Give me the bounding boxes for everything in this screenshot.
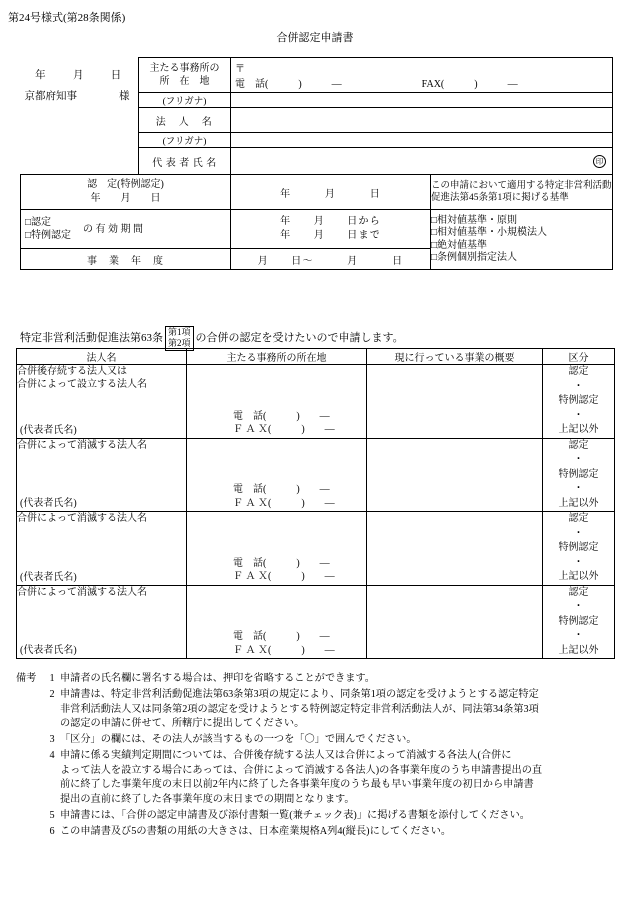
kubun-separator-2: ・ bbox=[573, 556, 584, 568]
furigana-field-1[interactable] bbox=[231, 93, 613, 108]
fax-line: Ｆ Ａ Ｘ( ) ― bbox=[233, 571, 335, 582]
note-number: 3 bbox=[49, 734, 55, 746]
note-item bbox=[16, 672, 616, 687]
criteria-option-3[interactable]: □絶対値基準 bbox=[431, 239, 488, 251]
tel-fax-block bbox=[233, 557, 335, 584]
note-line: の認定の申請に併せて、所轄庁に提出してください。 bbox=[60, 718, 305, 730]
note-line: 申請に係る実績判定期間については、合併後存続する法人又は合併によって消滅する各法人(合併に bbox=[60, 749, 512, 761]
application-statement bbox=[20, 326, 404, 351]
note-number: 1 bbox=[49, 673, 55, 684]
note-number: 5 bbox=[49, 810, 55, 822]
rep-name-label: (代表者氏名) bbox=[20, 571, 77, 583]
business-summary-cell[interactable] bbox=[367, 365, 543, 439]
applicant-info-table bbox=[20, 57, 613, 270]
tel-line: 電 話( ) ― bbox=[233, 557, 330, 569]
validity-period-field[interactable] bbox=[231, 210, 431, 249]
note-text: この申請書及び5の書類の用紙の大きさは、日本産業規格A列4(縦長)にしてください。 bbox=[60, 825, 452, 837]
office-address-cell[interactable] bbox=[187, 512, 367, 586]
kubun-separator-1: ・ bbox=[573, 527, 584, 539]
tel-fax-block bbox=[233, 483, 335, 510]
office-address-field[interactable] bbox=[231, 58, 613, 93]
corp-name-line1: 合併後存続する法人又は bbox=[17, 366, 127, 377]
note-number: 2 bbox=[49, 688, 55, 700]
validity-from: 年 月 日から bbox=[280, 215, 381, 227]
kubun-option-other[interactable]: 上記以外 bbox=[558, 644, 599, 656]
kubun-separator-1: ・ bbox=[573, 601, 584, 612]
rep-name-label: 代 表 者 氏 名 bbox=[139, 148, 231, 175]
note-item bbox=[16, 688, 616, 732]
office-address-label-line1: 主たる事務所の bbox=[149, 62, 220, 74]
tel-line: 電 話( ) ― bbox=[233, 410, 330, 422]
table-row bbox=[17, 438, 615, 512]
fax-line: Ｆ Ａ Ｘ( ) ― bbox=[233, 644, 335, 656]
note-line: 申請書は、特定非営利活動促進法第63条第3項の規定により、同条第1項の認定を受けようとする認定特定 bbox=[60, 688, 539, 700]
notes-label-spacer bbox=[16, 749, 44, 808]
corp-name-cell[interactable] bbox=[17, 438, 187, 512]
kubun-option-nintei[interactable]: 認定 bbox=[568, 513, 589, 524]
corp-name-line1: 合併によって消滅する法人名 bbox=[17, 513, 147, 524]
note-line: 提出の直前に終了した各事業年度の末日までの期間となります。 bbox=[60, 794, 355, 806]
kubun-option-tokurei[interactable]: 特例認定 bbox=[558, 395, 599, 406]
rep-name-label: (代表者氏名) bbox=[20, 498, 77, 509]
corp-name-cell[interactable] bbox=[17, 585, 187, 659]
furigana-label-1: (フリガナ) bbox=[139, 93, 231, 108]
table-row bbox=[17, 365, 615, 439]
blank-left-1 bbox=[21, 108, 139, 148]
table-row bbox=[17, 585, 615, 659]
note-number: 6 bbox=[49, 825, 55, 837]
tel-line: 電 話( ) ― bbox=[233, 631, 330, 642]
notes-section bbox=[16, 672, 616, 841]
business-summary-cell[interactable] bbox=[367, 438, 543, 512]
kubun-option-other[interactable]: 上記以外 bbox=[558, 571, 599, 582]
header-business-summary: 現に行っている事業の概要 bbox=[367, 349, 543, 365]
certification-date-label bbox=[21, 175, 231, 210]
kubun-option-tokurei[interactable]: 特例認定 bbox=[558, 468, 599, 480]
validity-period-text: の 有 効 期 間 bbox=[83, 223, 143, 235]
kubun-option-nintei[interactable]: 認定 bbox=[568, 439, 589, 451]
corp-name-cell[interactable] bbox=[17, 512, 187, 586]
kubun-option-tokurei[interactable]: 特例認定 bbox=[558, 542, 599, 553]
kubun-option-other[interactable]: 上記以外 bbox=[558, 424, 599, 435]
office-address-cell[interactable] bbox=[187, 585, 367, 659]
clause-option-1: 第1項 bbox=[168, 327, 191, 337]
corp-name-label: 法 人 名 bbox=[139, 108, 231, 133]
criteria-option-2[interactable]: □相対値基準・小規模法人 bbox=[431, 227, 548, 238]
header-office-address: 主たる事務所の所在地 bbox=[187, 349, 367, 365]
note-line: よって法人を設立する場合にあっては、合併によって消滅する各法人)の各事業年度のうち申請書提出の直 bbox=[60, 764, 543, 776]
note-number: 4 bbox=[49, 749, 55, 761]
notes-label: 備考 bbox=[16, 673, 37, 684]
header-corp-name: 法人名 bbox=[17, 349, 187, 365]
rep-name-label: (代表者氏名) bbox=[20, 645, 77, 656]
certification-date-field[interactable]: 年 月 日 bbox=[231, 175, 431, 210]
notes-label-spacer bbox=[16, 825, 44, 840]
rep-name-field[interactable] bbox=[231, 148, 613, 175]
date-line: 年 月 日 bbox=[35, 69, 124, 81]
kubun-separator-2: ・ bbox=[573, 483, 584, 494]
form-number: 第24号様式(第28条関係) bbox=[8, 12, 126, 24]
fax-line: Ｆ Ａ Ｘ( ) ― bbox=[233, 497, 335, 509]
kubun-cell[interactable] bbox=[543, 438, 615, 512]
table-row bbox=[17, 512, 615, 586]
kubun-option-nintei[interactable]: 認定 bbox=[568, 366, 589, 377]
fax-line: Ｆ Ａ Ｘ( ) ― bbox=[233, 424, 335, 435]
certification-date-label-line2: 年 月 日 bbox=[90, 193, 161, 204]
note-text: 申請者の氏名欄に署名する場合は、押印を省略することができます。 bbox=[60, 673, 375, 684]
blank-left-2 bbox=[21, 148, 139, 175]
note-item bbox=[16, 749, 616, 808]
kubun-cell[interactable] bbox=[543, 512, 615, 586]
rep-name-label: (代表者氏名) bbox=[20, 424, 77, 436]
applicant-date-block bbox=[21, 58, 139, 108]
criteria-note: この申請において適用する特定非営利活動促進法第45条第1項に掲げる基準 bbox=[431, 175, 613, 210]
kubun-option-other[interactable]: 上記以外 bbox=[558, 497, 599, 509]
corp-name-line2: 合併によって設立する法人名 bbox=[17, 379, 147, 390]
criteria-option-4[interactable]: □条例個別指定法人 bbox=[431, 252, 518, 263]
furigana-field-2[interactable] bbox=[231, 133, 613, 148]
validity-check-nintei[interactable]: □認定 bbox=[25, 217, 52, 228]
kubun-separator-1: ・ bbox=[573, 454, 584, 465]
office-address-cell[interactable] bbox=[187, 365, 367, 439]
tel-line: 電 話( ) ― bbox=[233, 484, 330, 495]
office-address-label bbox=[139, 58, 231, 93]
header-kubun: 区分 bbox=[543, 349, 615, 365]
note-item bbox=[16, 809, 616, 824]
office-address-cell[interactable] bbox=[187, 438, 367, 512]
note-text bbox=[60, 749, 616, 808]
note-line: 非営利活動法人又は同条第2項の認定を受けようとする特例認定特定非営利活動法人が、同法第34条第3項 bbox=[60, 703, 539, 715]
note-text bbox=[60, 688, 616, 732]
note-text: 「区分」の欄には、その法人が該当するもの一つを「〇」で囲んでください。 bbox=[60, 734, 417, 746]
validity-check-tokurei[interactable]: □特例認定 bbox=[25, 230, 72, 241]
table-header-row bbox=[17, 349, 615, 365]
tel-fax-block bbox=[233, 410, 335, 437]
office-address-label-line2: 所 在 地 bbox=[159, 76, 210, 87]
note-line: 前に終了した事業年度の末日以前2年内に終了した各事業年度のうち最も早い事業年度の初日から申請書 bbox=[60, 779, 534, 791]
kubun-separator-2: ・ bbox=[573, 409, 584, 421]
seal-icon: 印 bbox=[593, 155, 606, 168]
corp-name-field[interactable] bbox=[231, 108, 613, 133]
notes-label-spacer bbox=[16, 688, 44, 732]
notes-label-spacer bbox=[16, 733, 44, 748]
corp-name-line1: 合併によって消滅する法人名 bbox=[17, 439, 147, 451]
postal-mark: 〒 bbox=[235, 64, 245, 75]
note-item bbox=[16, 733, 616, 748]
validity-period-label bbox=[21, 210, 231, 249]
kubun-option-nintei[interactable]: 認定 bbox=[568, 586, 589, 598]
tel-fax-line: 電 話( ) ― FAX( ) ― bbox=[235, 79, 518, 90]
fiscal-year-label: 事 業 年 度 bbox=[21, 249, 231, 270]
governor-line: 京都府知事 様 bbox=[24, 90, 130, 102]
corp-name-line1: 合併によって消滅する法人名 bbox=[17, 586, 147, 598]
kubun-separator-1: ・ bbox=[573, 380, 584, 392]
kubun-cell[interactable] bbox=[543, 585, 615, 659]
validity-to: 年 月 日まで bbox=[280, 230, 381, 241]
business-summary-cell[interactable] bbox=[367, 512, 543, 586]
certification-date-label-line1: 認 定(特例認定) bbox=[87, 179, 164, 190]
kubun-cell[interactable] bbox=[543, 365, 615, 439]
criteria-option-1[interactable]: □相対値基準・原則 bbox=[431, 214, 518, 226]
merger-corporations-table bbox=[16, 348, 615, 659]
tel-fax-block bbox=[233, 630, 335, 657]
fiscal-year-field[interactable]: 月 日～ 月 日 bbox=[231, 249, 431, 270]
clause-option-2: 第2項 bbox=[168, 338, 191, 349]
clause-selector[interactable] bbox=[165, 326, 194, 351]
business-summary-cell[interactable] bbox=[367, 585, 543, 659]
statement-lead: 特定非営利活動促進法第63条 bbox=[20, 331, 163, 344]
note-text: 申請書には、「合併の認定申請書及び添付書類一覧(兼チェック表)」に掲げる書類を添付してください。 bbox=[60, 810, 530, 822]
notes-label-spacer bbox=[16, 809, 44, 824]
note-item bbox=[16, 825, 616, 840]
kubun-option-tokurei[interactable]: 特例認定 bbox=[558, 615, 599, 627]
criteria-options bbox=[431, 210, 613, 270]
furigana-label-2: (フリガナ) bbox=[139, 133, 231, 148]
document-title: 合併認定申請書 bbox=[276, 32, 354, 44]
corp-name-cell[interactable] bbox=[17, 365, 187, 439]
statement-tail: の合併の認定を受けたいので申請します。 bbox=[195, 331, 404, 344]
kubun-separator-2: ・ bbox=[573, 630, 584, 641]
